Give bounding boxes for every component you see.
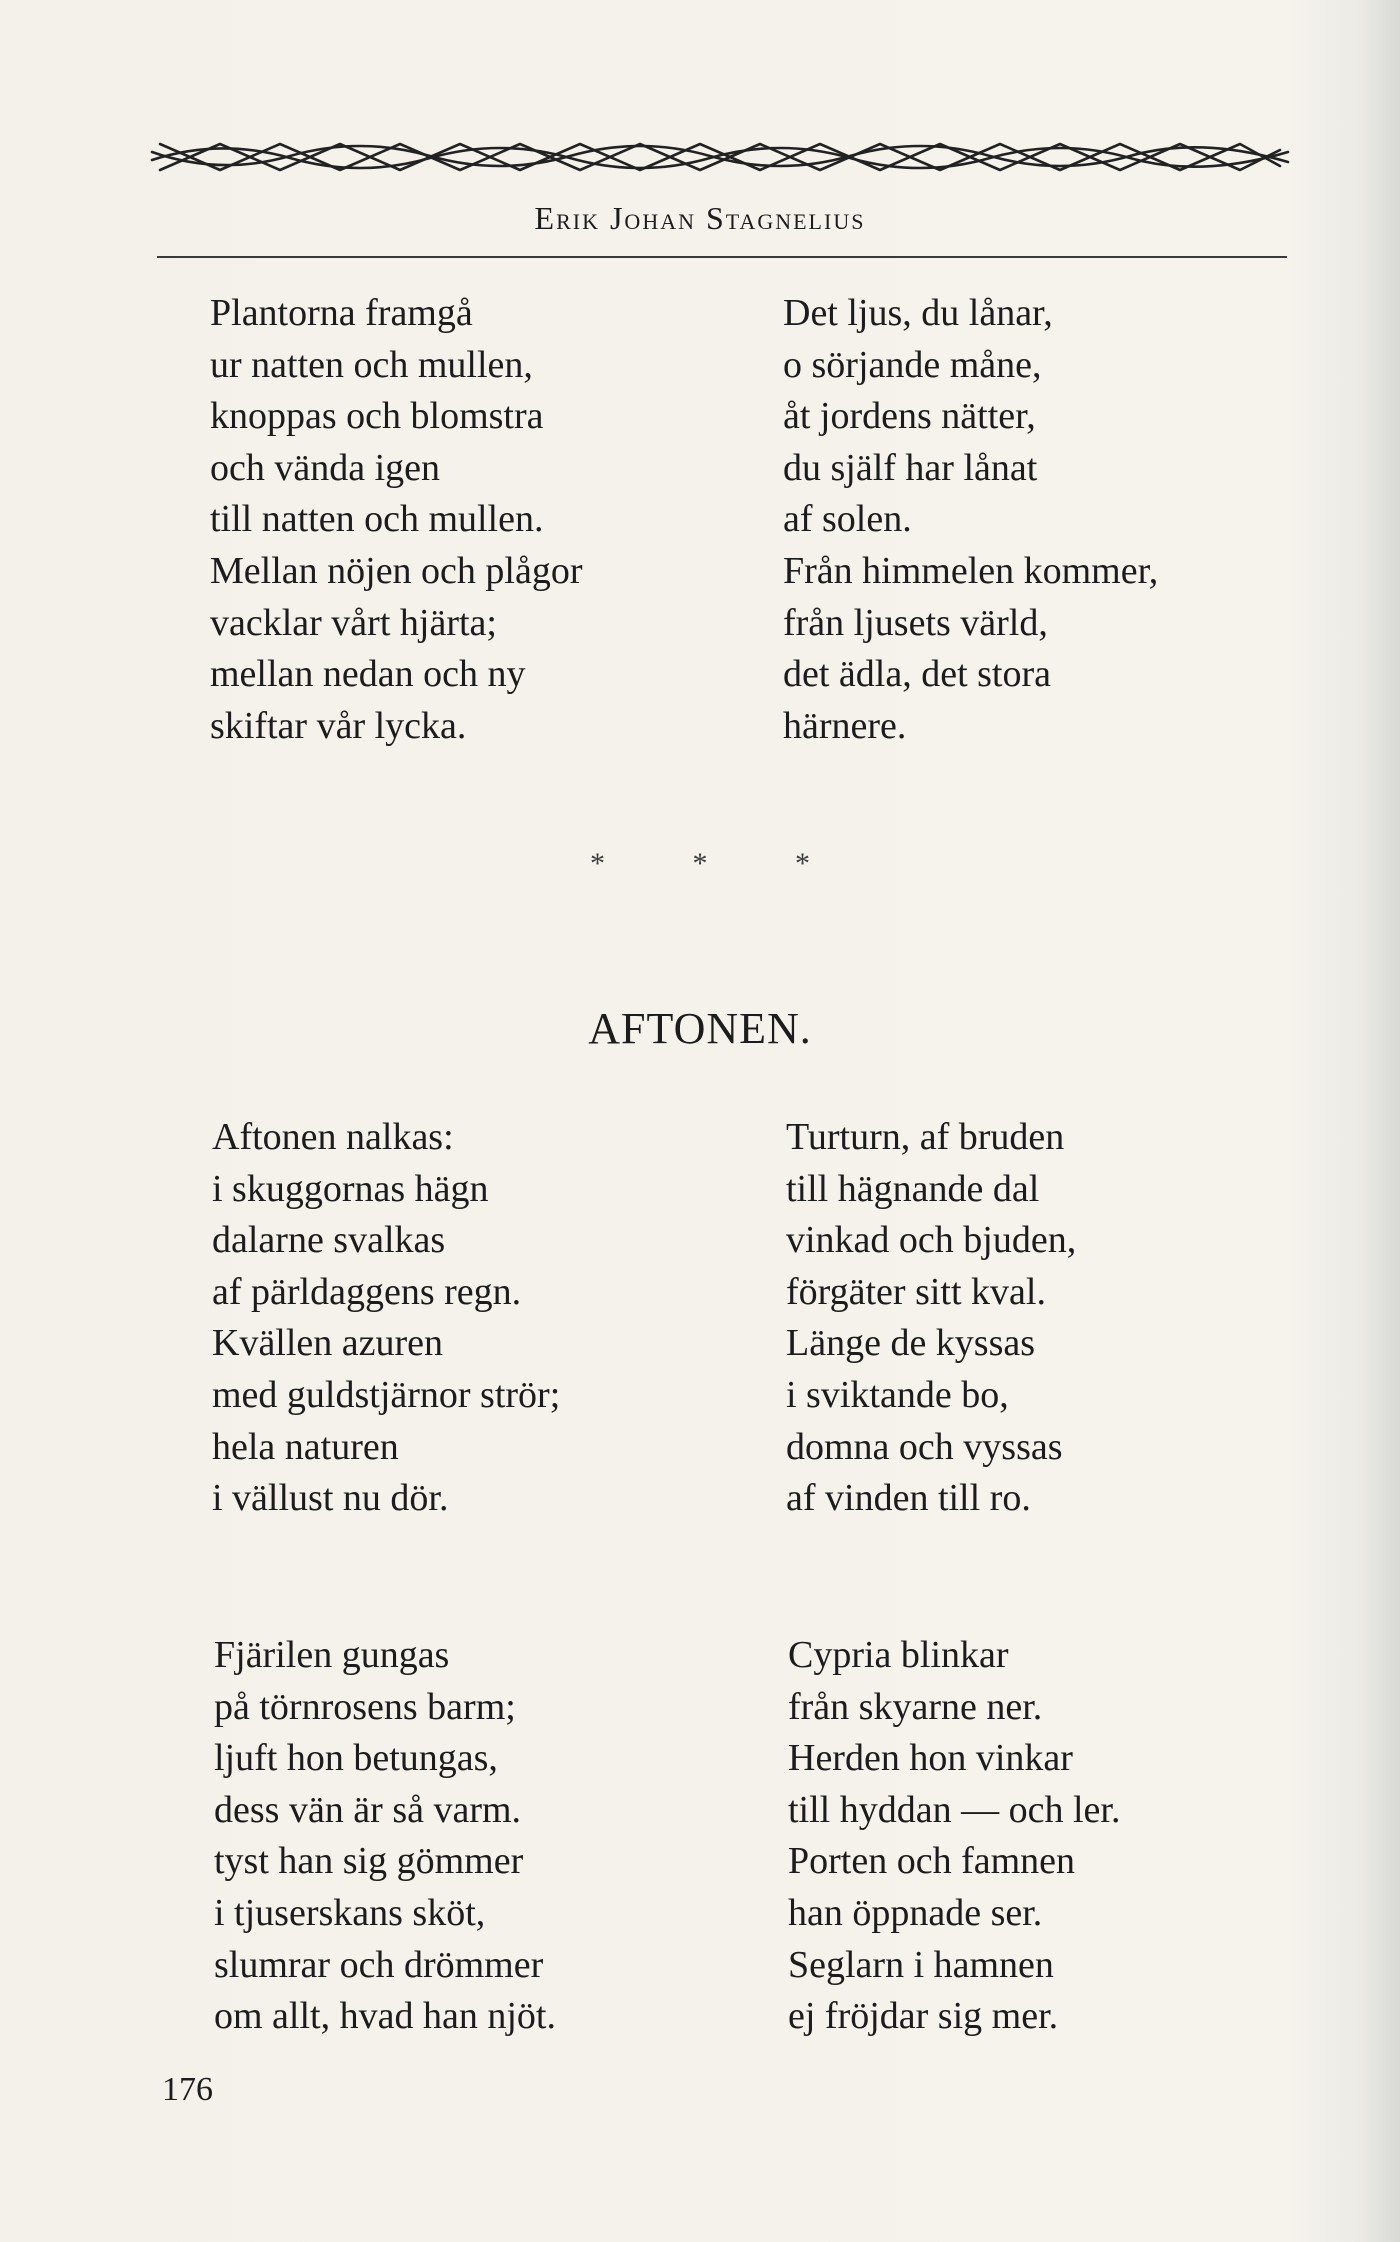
poem-line: åt jordens nätter, xyxy=(783,395,1036,438)
poem-line: hela naturen xyxy=(212,1425,399,1468)
poem-line: härnere. xyxy=(783,704,907,747)
poem-line: med guldstjärnor strör; xyxy=(212,1373,561,1416)
right-poem-top xyxy=(783,288,1158,752)
poem-line: vinkad och bjuden, xyxy=(786,1219,1077,1262)
poem-line: vacklar vårt hjärta; xyxy=(210,601,497,644)
poem-line: på törnrosens barm; xyxy=(214,1685,516,1728)
poem-line: till hyddan — och ler. xyxy=(788,1788,1121,1831)
poem-line: ej fröjdar sig mer. xyxy=(788,1995,1059,2038)
poem-line: skiftar vår lycka. xyxy=(210,704,467,747)
stanza-2 xyxy=(786,1112,1076,1525)
poem-line: i skuggornas hägn xyxy=(212,1167,489,1210)
poem-line: Det ljus, du lånar, xyxy=(783,292,1053,334)
poem-line: Seglarn i hamnen xyxy=(788,1943,1054,1986)
poem-line: och vända igen xyxy=(210,446,441,489)
poem-line: Cypria blinkar xyxy=(788,1634,1009,1676)
poem-title: AFTONEN. xyxy=(588,1004,812,1053)
poem-line: Aftonen nalkas: xyxy=(212,1116,454,1158)
braided-ornament-icon xyxy=(150,130,1290,186)
poem-line: Kvällen azuren xyxy=(212,1322,444,1365)
poem-line: o sörjande måne, xyxy=(783,343,1042,386)
poem-line: af pärldaggens regn. xyxy=(212,1270,522,1313)
poem-line: Turturn, af bruden xyxy=(786,1116,1065,1158)
poem-line: af solen. xyxy=(783,498,912,541)
poem-line: han öppnade ser. xyxy=(788,1891,1043,1934)
poem-line: tyst han sig gömmer xyxy=(214,1840,524,1883)
poem-line: till hägnande dal xyxy=(786,1167,1040,1210)
running-head: Erik Johan Stagnelius xyxy=(534,200,866,236)
poem-line: förgäter sitt kval. xyxy=(786,1270,1046,1313)
poem-line: Länge de kyssas xyxy=(786,1322,1036,1365)
poem-line: af vinden till ro. xyxy=(786,1477,1031,1520)
stanza-1 xyxy=(212,1112,560,1525)
page-number: 176 xyxy=(162,2071,213,2108)
poem-line: domna och vyssas xyxy=(786,1425,1063,1468)
poem-line: mellan nedan och ny xyxy=(210,653,526,696)
poem-line: det ädla, det stora xyxy=(783,653,1052,696)
poem-line: ljuft hon betungas, xyxy=(214,1737,498,1780)
poem-line: om allt, hvad han njöt. xyxy=(214,1995,556,2038)
stanza-3 xyxy=(214,1630,556,2043)
poem-line: från skyarne ner. xyxy=(788,1685,1043,1728)
poem-line: slumrar och drömmer xyxy=(214,1943,544,1986)
header-rule xyxy=(157,256,1287,258)
poem-line: Porten och famnen xyxy=(788,1840,1076,1883)
poem-line: i vällust nu dör. xyxy=(212,1477,449,1520)
section-separator: * * * xyxy=(590,847,850,880)
poem-line: ur natten och mullen, xyxy=(210,343,533,386)
poem-line: du själf har lånat xyxy=(783,446,1038,489)
poem-line: i sviktande bo, xyxy=(786,1373,1009,1416)
poem-line: dalarne svalkas xyxy=(212,1219,446,1262)
poem-line: i tjuserskans sköt, xyxy=(214,1891,486,1934)
poem-line: Fjärilen gungas xyxy=(214,1634,450,1676)
poem-line: Mellan nöjen och plågor xyxy=(210,549,583,592)
poem-line: Plantorna framgå xyxy=(210,292,473,334)
left-poem-top xyxy=(210,288,583,752)
poem-line: knoppas och blomstra xyxy=(210,395,544,438)
poem-line: Från himmelen kommer, xyxy=(783,549,1159,592)
stanza-4 xyxy=(788,1630,1120,2043)
poem-line: Herden hon vinkar xyxy=(788,1737,1073,1780)
poem-line: dess vän är så varm. xyxy=(214,1788,522,1831)
poem-line: från ljusets värld, xyxy=(783,601,1048,644)
poem-line: till natten och mullen. xyxy=(210,498,544,541)
